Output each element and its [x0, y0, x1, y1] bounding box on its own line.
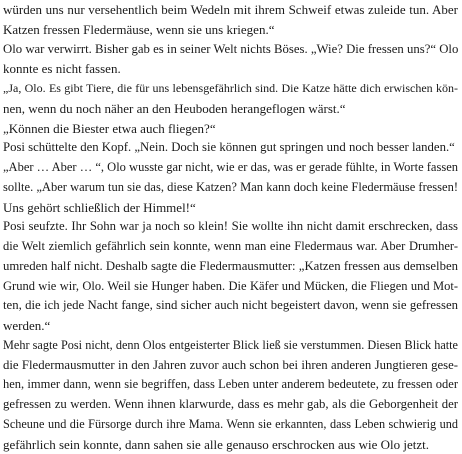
text-line: Katzen fressen Fledermäuse, wenn sie uns kriegen.“ [3, 20, 458, 40]
text-line: die Welt ziemlich gefährlich sein konnte, wenn man eine Fledermaus war. Aber Drumher- [3, 237, 458, 257]
text-line: konnte es nicht fassen. [3, 59, 458, 79]
text-line: Mehr sagte Posi nicht, denn Olos entgeisterter Blick ließ sie verstummen. Diesen Blick hatte [3, 336, 458, 356]
text-line: Posi seufzte. Ihr Sohn war ja noch so klein! Sie wollte ihn nicht damit erschrecken, dass [3, 217, 458, 237]
text-line: sollte. „Aber warum tun sie das, diese Katzen? Man kann doch keine Fledermäuse fressen! [3, 178, 458, 198]
text-line: Grund wie wir, Olo. Weil sie Hunger haben. Die Käfer und Mücken, die Fliegen und Mot- [3, 277, 458, 297]
text-line: umreden half nicht. Deshalb sagte die Fledermausmutter: „Katzen fressen aus demselben [3, 257, 458, 277]
text-line: werden.“ [3, 316, 458, 336]
text-line: Olo war verwirrt. Bisher gab es in seiner Welt nichts Böses. „Wie? Die fressen uns?“ Olo [3, 40, 458, 60]
body-text [3, 0, 458, 454]
text-line: Uns gehört schließlich der Himmel!“ [3, 198, 458, 218]
text-line: die Fledermausmutter in den Jahren zuvor auch schon bei ihren anderen Jungtieren gese- [3, 356, 458, 376]
text-line: „Können die Biester etwa auch fliegen?“ [3, 119, 458, 139]
text-line: würden uns nur versehentlich beim Wedeln mit ihrem Schweif etwas zuleide tun. Aber [3, 0, 458, 20]
text-line: ten, die ich jede Nacht fange, sind sicher auch nicht begeistert davon, wenn sie gefressen [3, 296, 458, 316]
text-line: hen, immer dann, wenn sie begriffen, dass Leben unter anderem bedeutete, zu fressen oder [3, 375, 458, 395]
text-line: „Aber … Aber … “, Olo wusste gar nicht, wie er das, was er gerade fühlte, in Worte fassen [3, 158, 458, 178]
text-line: gefressen zu werden. Wenn ihnen klarwurde, dass es mehr gab, als die Geborgenheit der [3, 395, 458, 415]
text-line: „Ja, Olo. Es gibt Tiere, die für uns lebensgefährlich sind. Die Katze hätte dich erwischen kön- [3, 79, 458, 99]
text-line: nen, wenn du noch näher an den Heuboden herangeflogen wärst.“ [3, 99, 458, 119]
text-line: Posi schüttelte den Kopf. „Nein. Doch sie können gut springen und noch besser landen.“ [3, 138, 458, 158]
text-line: Scheune und die Fürsorge durch ihre Mama. Wenn sie erkannten, dass Leben schwierig und [3, 415, 458, 435]
text-line: gefährlich sein konnte, dann sahen sie alle genauso erschrocken aus wie Olo jetzt. [3, 435, 458, 454]
